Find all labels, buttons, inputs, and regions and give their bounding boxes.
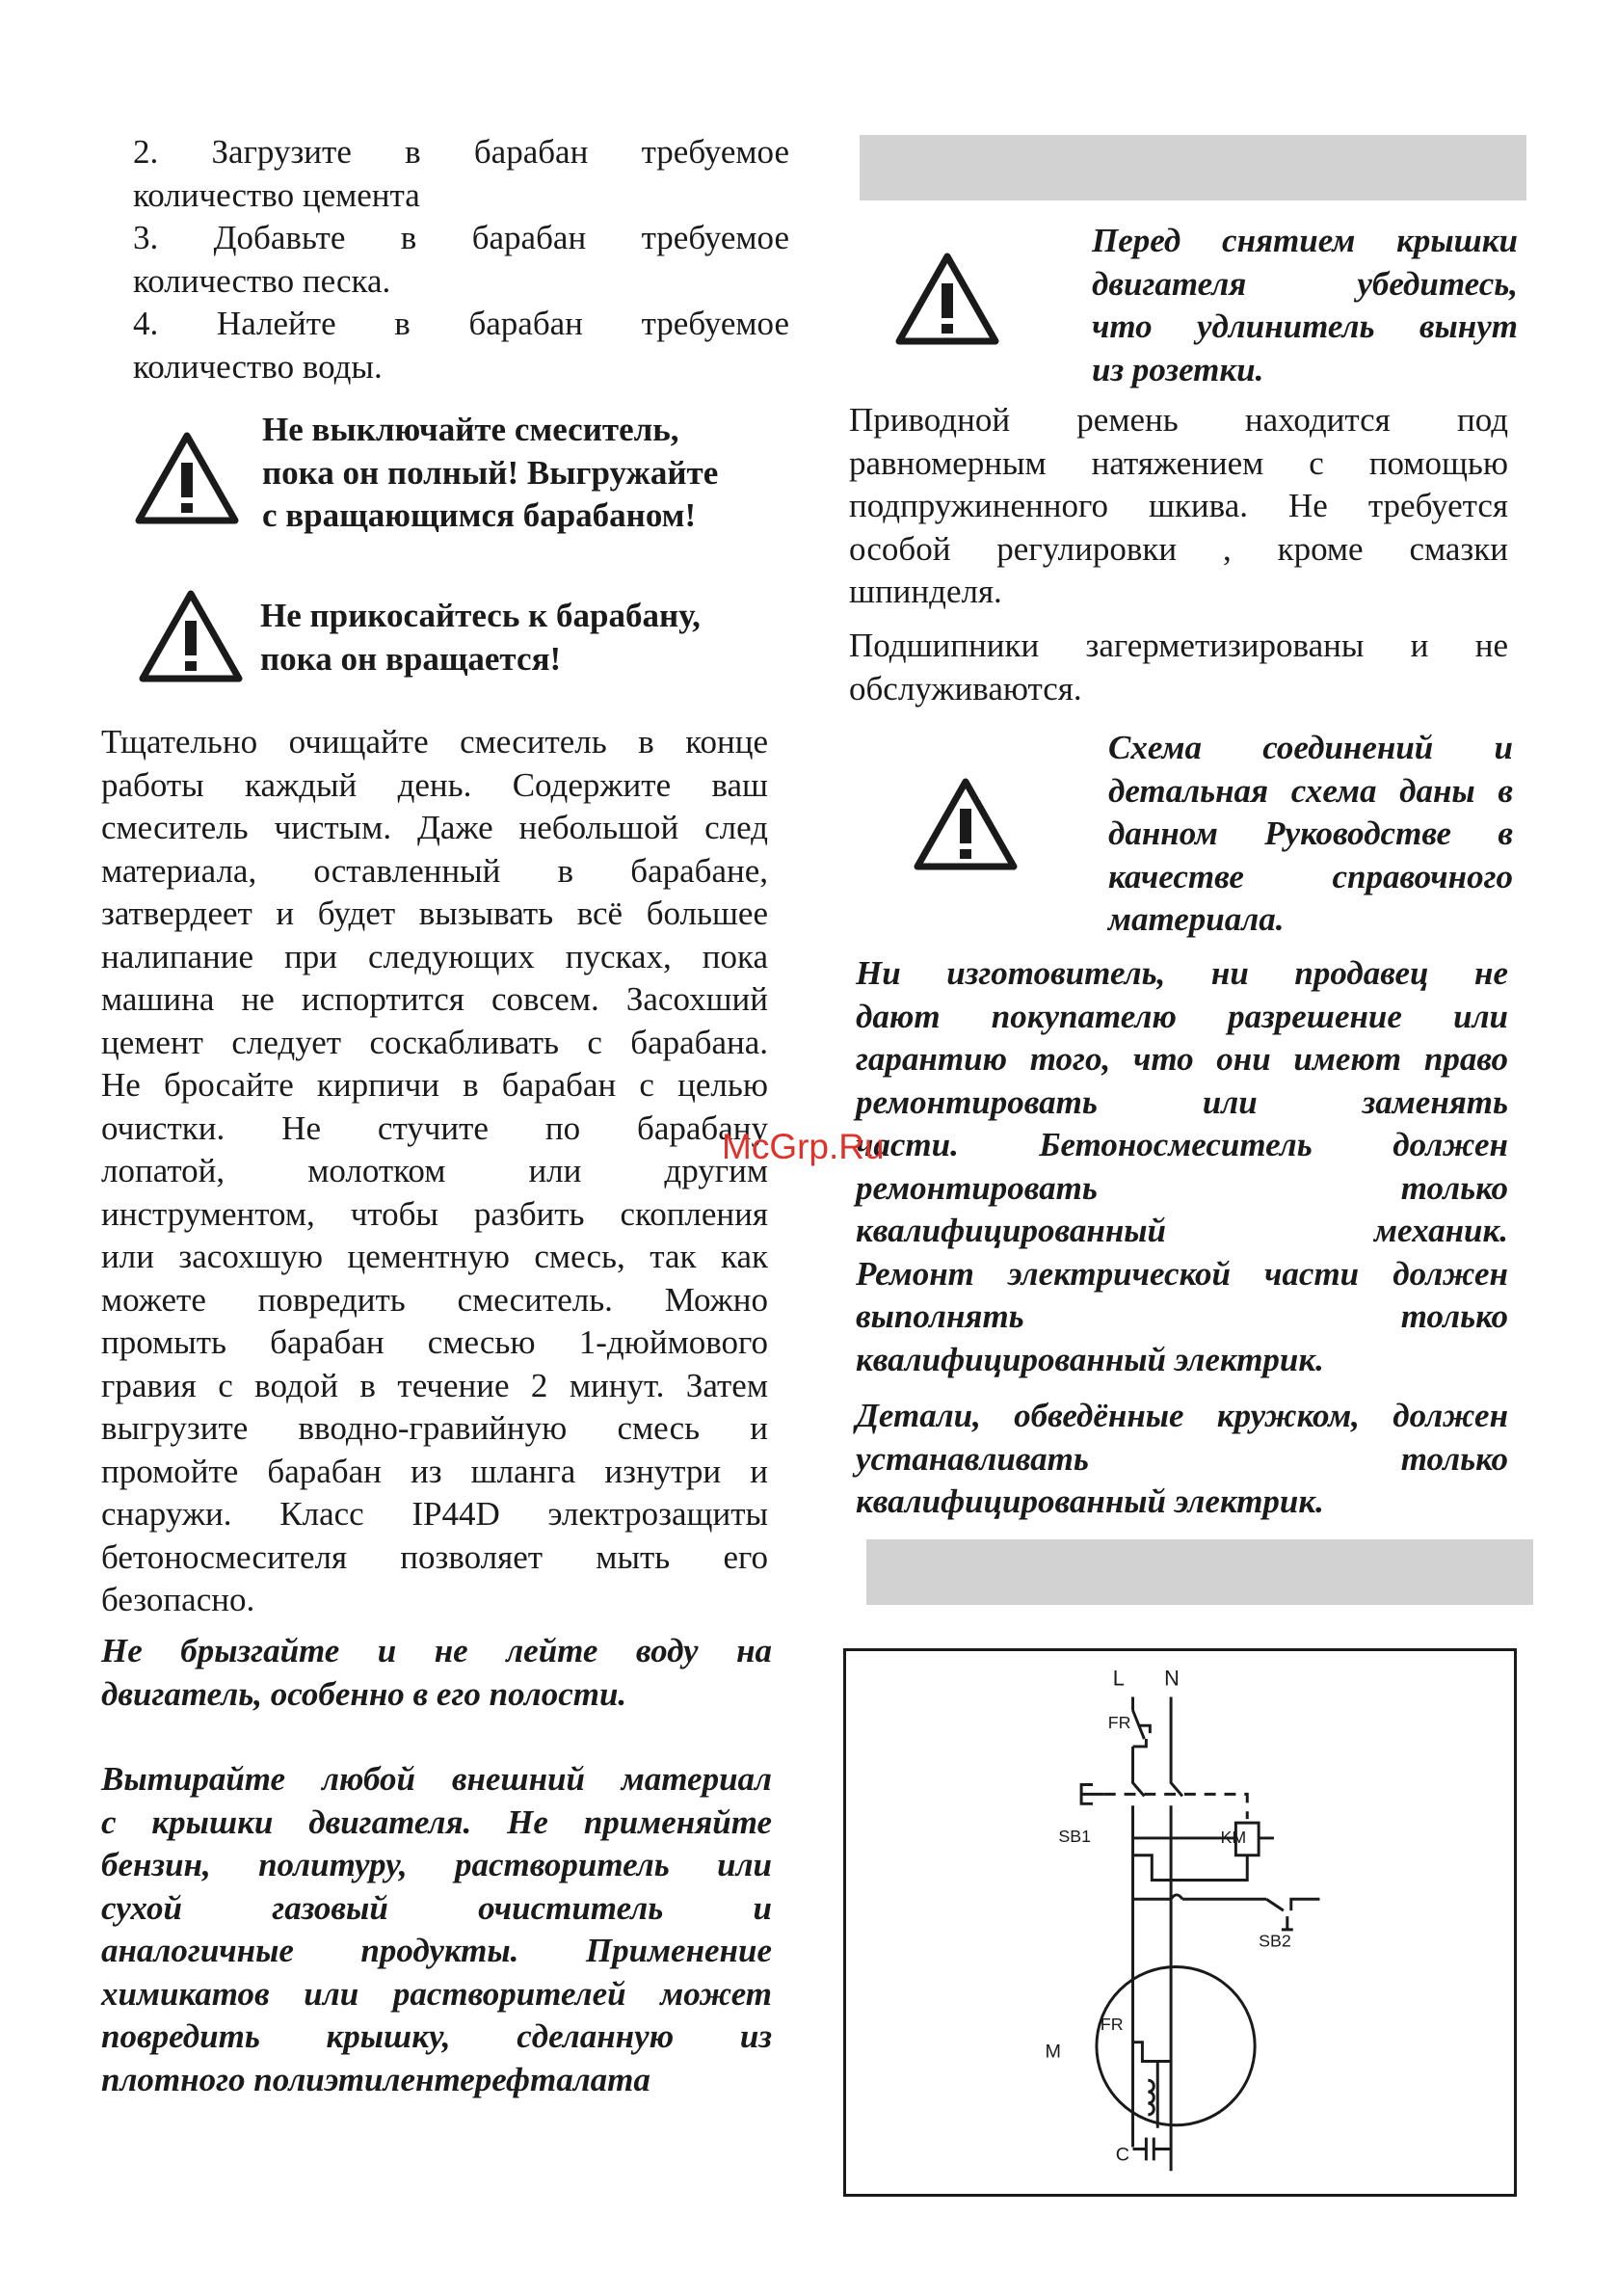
warning-icon bbox=[893, 251, 1001, 347]
wipe-note-line: бензин, политуру, растворитель или bbox=[101, 1846, 772, 1883]
warning-line: материала. bbox=[1108, 900, 1285, 938]
warning-schematic bbox=[1108, 727, 1513, 942]
warning-line: пока он вращается! bbox=[260, 639, 562, 678]
cleaning-line: Не бросайте кирпичи в барабан с целью bbox=[101, 1066, 768, 1104]
wipe-note-line: плотного полиэтилентерефталата bbox=[101, 2060, 650, 2098]
wipe-note-line: аналогичные продукты. Применение bbox=[101, 1932, 772, 1969]
cleaning-line: материала, оставленный в барабане, bbox=[101, 851, 768, 890]
cleaning-line: выгрузите вводно-гравийную смесь и bbox=[101, 1409, 768, 1447]
cleaning-line: гравия с водой в течение 2 минут. Затем bbox=[101, 1366, 768, 1404]
wipe-note-line: сухой газовый очиститель и bbox=[101, 1888, 772, 1927]
cleaning-line: промойте барабан из шланга изнутри и bbox=[101, 1452, 768, 1490]
cleaning-line: цемент следует соскабливать с барабана. bbox=[101, 1023, 768, 1061]
step-2-line-1: 2. Загрузите в барабан требуемое bbox=[133, 133, 789, 171]
step-2-line-2: количество цемента bbox=[133, 175, 420, 214]
sb1-button bbox=[1081, 1785, 1104, 1804]
wipe-note bbox=[101, 1758, 772, 2101]
wire-N bbox=[1171, 1696, 1182, 2171]
repair-paragraph bbox=[856, 952, 1508, 1381]
cleaning-line: безопасно. bbox=[101, 1581, 255, 1618]
warning-line: Перед снятием крышки bbox=[1092, 222, 1518, 259]
warning-line: пока он полный! Выгружайте bbox=[262, 453, 719, 492]
wipe-note-line: химикатов или растворителей может bbox=[101, 1974, 772, 2013]
repair-line: ремонтировать или заменять bbox=[856, 1082, 1508, 1121]
circled-line: устанавливать только bbox=[856, 1439, 1508, 1478]
repair-line: части. Бетоносмеситель должен bbox=[856, 1126, 1508, 1163]
water-note bbox=[101, 1630, 772, 1716]
label-FR-2: FR bbox=[1100, 2014, 1124, 2034]
belt-line: Приводной ремень находится под bbox=[849, 401, 1508, 439]
step-3-line-2: количество песка. bbox=[133, 261, 391, 300]
wire-L bbox=[1133, 1696, 1145, 2147]
warning-line: Не прикосайтесь к барабану, bbox=[260, 597, 701, 634]
step-4-line-1: 4. Налейте в барабан требуемое bbox=[133, 305, 789, 342]
cleaning-line: работы каждый день. Содержите ваш bbox=[101, 765, 768, 804]
cleaning-line: лопатой, молотком или другим bbox=[101, 1152, 768, 1189]
wipe-note-line: Вытирайте любой внешний материал bbox=[101, 1760, 772, 1798]
cleaning-line: можете повредить смеситель. Можно bbox=[101, 1280, 768, 1319]
repair-line: Ни изготовитель, ни продавец не bbox=[856, 954, 1508, 992]
warning-cover-removal bbox=[1092, 220, 1518, 391]
label-SB2: SB2 bbox=[1259, 1931, 1291, 1951]
sb1-dashed-link bbox=[1104, 1794, 1247, 1819]
belt-line: равномерным натяжением с помощью bbox=[849, 443, 1508, 482]
repair-line: гарантию того, что они имеют право bbox=[856, 1040, 1508, 1078]
label-SB1: SB1 bbox=[1058, 1826, 1091, 1846]
warning-line: двигателя убедитесь, bbox=[1092, 264, 1518, 303]
circled-line: квалифицированный электрик. bbox=[856, 1482, 1324, 1520]
bearings-line: обслуживаются. bbox=[849, 669, 1082, 707]
warning-drum-rotating bbox=[260, 595, 701, 681]
wipe-note-line: с крышки двигателя. Не применяйте bbox=[101, 1802, 772, 1841]
label-N: N bbox=[1164, 1666, 1180, 1691]
warning-drum-full bbox=[262, 409, 718, 538]
cleaning-line: смеситель чистым. Даже небольшой след bbox=[101, 809, 768, 846]
circled-parts-paragraph bbox=[856, 1395, 1508, 1524]
cleaning-line: или засохшую цементную смесь, так как bbox=[101, 1238, 768, 1275]
label-C: C bbox=[1115, 2144, 1129, 2166]
repair-line: выполнять только bbox=[856, 1297, 1508, 1335]
label-L: L bbox=[1112, 1666, 1125, 1691]
step-3-line-1: 3. Добавьте в барабан требуемое bbox=[133, 219, 789, 256]
belt-line: подпружиненного шкива. Не требуется bbox=[849, 487, 1508, 524]
warning-line: Не выключайте смеситель, bbox=[262, 411, 679, 448]
warning-line: данном Руководстве в bbox=[1108, 814, 1513, 852]
warning-line: качестве справочного bbox=[1108, 857, 1513, 895]
belt-paragraph bbox=[849, 399, 1508, 614]
cleaning-line: машина не испортится совсем. Засохший bbox=[101, 980, 768, 1018]
warning-line: Схема соединений и bbox=[1108, 729, 1513, 766]
step-4-line-2: количество воды. bbox=[133, 347, 383, 386]
repair-line: ремонтировать только bbox=[856, 1168, 1508, 1207]
belt-line: шпинделя. bbox=[849, 573, 1002, 610]
watermark: McGrp.Ru bbox=[722, 1127, 885, 1166]
label-FR: FR bbox=[1107, 1713, 1131, 1733]
cleaning-line: налипание при следующих пусках, пока bbox=[101, 937, 768, 975]
capacitor bbox=[1133, 2138, 1172, 2161]
warning-line: что удлинитель вынут bbox=[1092, 307, 1518, 345]
repair-line: Ремонт электрической части должен bbox=[856, 1254, 1508, 1293]
repair-line: квалифицированный электрик. bbox=[856, 1340, 1324, 1378]
warning-icon bbox=[912, 776, 1020, 872]
cleaning-line: промыть барабан смесью 1-дюймового bbox=[101, 1323, 768, 1361]
cleaning-line: Тщательно очищайте смеситель в конце bbox=[101, 723, 768, 761]
step-list bbox=[133, 131, 789, 388]
wiring-diagram bbox=[843, 1648, 1517, 2197]
km-wire bbox=[1133, 1838, 1274, 1881]
cleaning-line: бетоносмесителя позволяет мыть его bbox=[101, 1537, 768, 1576]
sb2-wire bbox=[1133, 1899, 1320, 1930]
cleaning-paragraph bbox=[101, 721, 768, 1622]
winding bbox=[1148, 2080, 1154, 2115]
repair-line: квалифицированный механик. bbox=[856, 1212, 1508, 1249]
cleaning-line: инструментом, чтобы разбить скопления bbox=[101, 1194, 768, 1233]
wipe-note-line: повредить крышку, сделанную из bbox=[101, 2017, 772, 2055]
water-note-line: Не брызгайте и не лейте воду на bbox=[101, 1632, 772, 1669]
belt-line: особой регулировки , кроме смазки bbox=[849, 529, 1508, 568]
warning-line: с вращающимся барабаном! bbox=[262, 496, 697, 534]
label-M: M bbox=[1045, 2041, 1061, 2063]
cleaning-line: затвердеет и будет вызывать всё большее bbox=[101, 894, 768, 932]
warning-icon bbox=[137, 588, 245, 684]
warning-line: из розетки. bbox=[1092, 350, 1264, 388]
motor-circle bbox=[1097, 1967, 1255, 2125]
schematic-header-bar bbox=[866, 1539, 1533, 1605]
sb2-dots bbox=[1171, 1895, 1182, 1899]
bearings-line: Подшипники загерметизированы и не bbox=[849, 627, 1508, 664]
warning-icon bbox=[133, 430, 241, 526]
label-KM: KM bbox=[1220, 1827, 1247, 1847]
water-note-line: двигатель, особенно в его полости. bbox=[101, 1674, 627, 1713]
cleaning-line: очистки. Не стучите по барабану bbox=[101, 1108, 768, 1147]
circled-line: Детали, обведённые кружком, должен bbox=[856, 1397, 1508, 1434]
bearings-paragraph bbox=[849, 625, 1508, 710]
repair-line: дают покупателю разрешение или bbox=[856, 997, 1508, 1035]
warning-line: детальная схема даны в bbox=[1108, 771, 1513, 810]
cleaning-line: снаружи. Класс IP44D электрозащиты bbox=[101, 1495, 768, 1533]
section-header-bar bbox=[860, 135, 1526, 200]
